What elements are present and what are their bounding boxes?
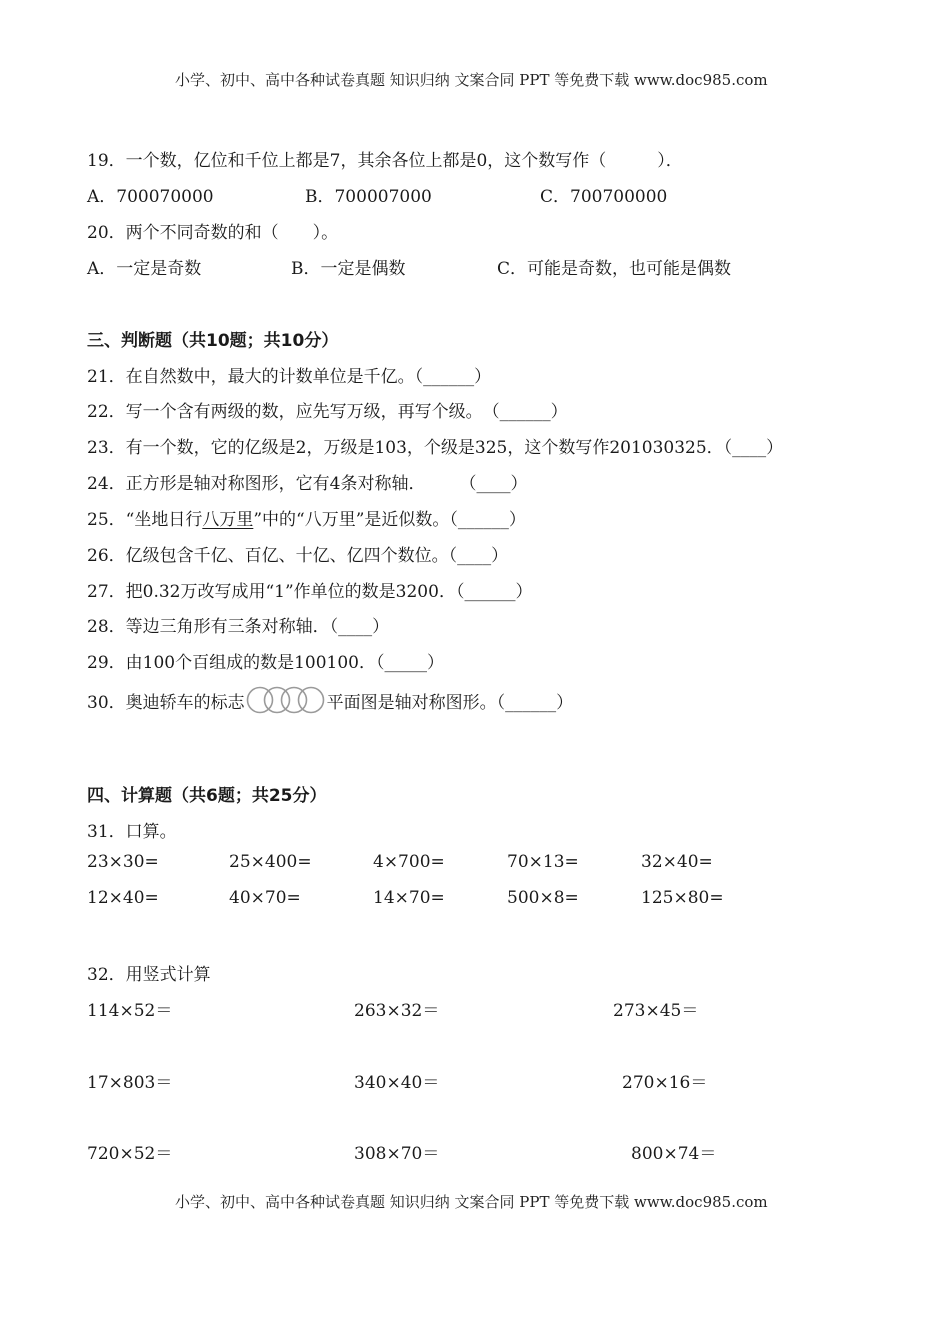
page-footer: 小学、初中、高中各种试卷真题 知识归纳 文案合同 PPT 等免费下载 www.doc985.com: [175, 1193, 768, 1211]
vertical-calc-item: 114×52＝: [87, 1001, 173, 1021]
question-25-post: ”中的“八万里”是近似数。（______）: [253, 510, 526, 530]
vertical-calc-item: 17×803＝: [87, 1073, 173, 1093]
vertical-calc-item: 273×45＝: [613, 1001, 699, 1021]
question-26: 26．亿级包含千亿、百亿、十亿、亿四个数位。（____）: [87, 546, 509, 566]
question-20-option-a: A．一定是奇数: [87, 259, 202, 279]
oral-calc-item: 23×30=: [87, 852, 159, 872]
question-22: 22．写一个含有两级的数，应先写万级，再写个级。 （______）: [87, 402, 568, 422]
question-23: 23．有一个数，它的亿级是2，万级是103，个级是325，这个数写作201030325．（____）: [87, 438, 784, 458]
question-19-option-b: B．700007000: [305, 187, 432, 207]
question-32-title: 32．用竖式计算: [87, 965, 211, 985]
oral-calc-item: 25×400=: [229, 852, 312, 872]
question-30-pre: 30．奥迪轿车的标志: [87, 692, 245, 713]
oral-calc-item: 40×70=: [229, 888, 301, 908]
vertical-calc-item: 800×74＝: [631, 1144, 717, 1164]
question-29: 29．由100个百组成的数是100100．（_____）: [87, 653, 444, 673]
vertical-calc-item: 263×32＝: [354, 1001, 440, 1021]
vertical-calc-item: 720×52＝: [87, 1144, 173, 1164]
question-25-underlined: 八万里: [202, 510, 254, 530]
question-20-option-b: B．一定是偶数: [291, 259, 406, 279]
oral-calc-item: 500×8=: [507, 888, 579, 908]
question-30: [87, 680, 573, 720]
question-25-pre: 25．“坐地日行: [87, 510, 203, 530]
question-30-post: 平面图是轴对称图形。（______）: [326, 692, 574, 713]
question-25: [87, 505, 526, 530]
audi-rings-icon: [246, 684, 326, 716]
page-header: 小学、初中、高中各种试卷真题 知识归纳 文案合同 PPT 等免费下载 www.doc985.com: [175, 71, 768, 89]
oral-calc-item: 4×700=: [373, 852, 445, 872]
oral-calc-item: 14×70=: [373, 888, 445, 908]
section-3-title: 三、判断题（共10题；共10分）: [87, 331, 339, 351]
question-31-title: 31．口算。: [87, 822, 177, 842]
vertical-calc-item: 340×40＝: [354, 1073, 440, 1093]
vertical-calc-item: 270×16＝: [622, 1073, 708, 1093]
oral-calc-item: 125×80=: [641, 888, 724, 908]
question-28: 28．等边三角形有三条对称轴．（____）: [87, 617, 390, 637]
section-4-title: 四、计算题（共6题；共25分）: [87, 786, 327, 806]
question-20-option-c: C．可能是奇数，也可能是偶数: [497, 259, 732, 279]
question-20-stem: 20．两个不同奇数的和（ ）。: [87, 223, 339, 243]
vertical-calc-item: 308×70＝: [354, 1144, 440, 1164]
question-19-option-a: A．700070000: [87, 187, 214, 207]
question-21: 21．在自然数中，最大的计数单位是千亿。（______）: [87, 367, 492, 387]
question-24: 24．正方形是轴对称图形，它有4条对称轴． （____）: [87, 474, 528, 494]
question-19-option-c: C．700700000: [540, 187, 668, 207]
question-27: 27．把0.32万改写成用“1”作单位的数是3200．（______）: [87, 582, 533, 602]
oral-calc-item: 12×40=: [87, 888, 159, 908]
oral-calc-item: 32×40=: [641, 852, 713, 872]
oral-calc-item: 70×13=: [507, 852, 579, 872]
question-19-stem: 19．一个数，亿位和千位上都是7，其余各位上都是0，这个数写作（ ）．: [87, 151, 683, 171]
